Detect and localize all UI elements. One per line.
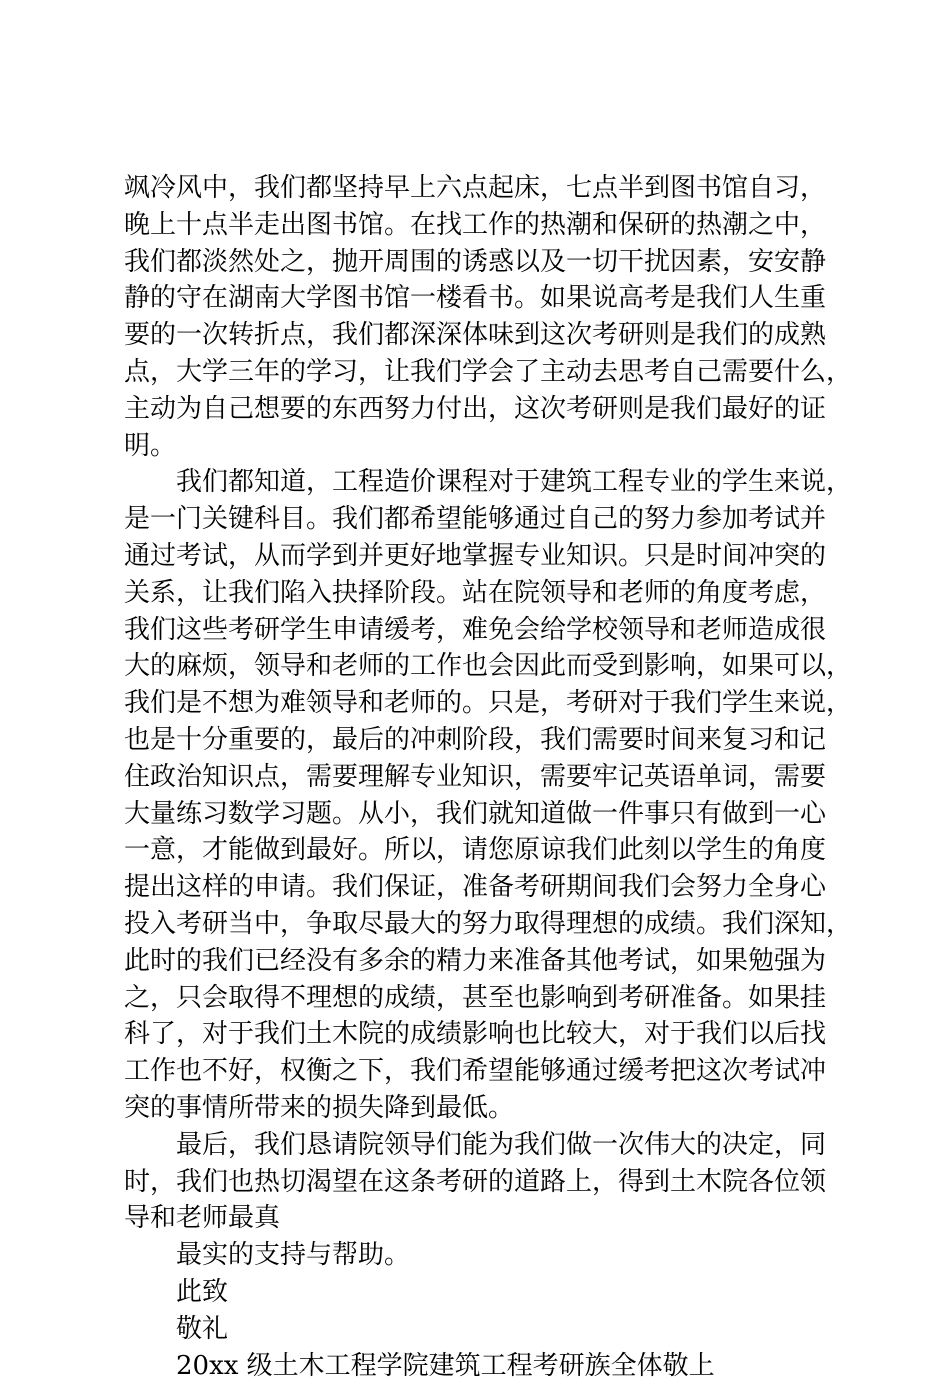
closing-salutation: 此致 [124,1274,844,1311]
text-line: 通过考试，从而学到并更好地掌握专业知识。只是时间冲突的 [124,538,844,575]
text-line: 导和老师最真 [124,1200,844,1237]
text-line: 飒冷风中，我们都坚持早上六点起床，七点半到图书馆自习， [124,170,844,207]
paragraph-1 [124,170,844,464]
text-line: 主动为自己想要的东西努力付出，这次考研则是我们最好的证 [124,391,844,428]
text-line: 科了，对于我们土木院的成绩影响也比较大，对于我们以后找 [124,1016,844,1053]
closing-regards: 敬礼 [124,1311,844,1348]
text-line: 工作也不好，权衡之下，我们希望能够通过缓考把这次考试冲 [124,1053,844,1090]
text-line: 大量练习数学习题。从小，我们就知道做一件事只有做到一心 [124,796,844,833]
text-line: 住政治知识点，需要理解专业知识，需要牢记英语单词，需要 [124,759,844,796]
text-line: 大的麻烦，领导和老师的工作也会因此而受到影响，如果可以， [124,648,844,685]
text-line: 明。 [124,428,844,465]
text-line: 时，我们也热切渴望在这条考研的道路上，得到土木院各位领 [124,1164,844,1201]
text-line: 此时的我们已经没有多余的精力来准备其他考试，如果勉强为 [124,943,844,980]
text-line: 投入考研当中，争取尽最大的努力取得理想的成绩。我们深知， [124,906,844,943]
text-line: 之，只会取得不理想的成绩，甚至也影响到考研准备。如果挂 [124,980,844,1017]
text-line: 一意，才能做到最好。所以，请您原谅我们此刻以学生的角度 [124,832,844,869]
letter-page [124,170,844,1384]
text-line: 要的一次转折点，我们都深深体味到这次考研则是我们的成熟 [124,317,844,354]
text-line: 最后，我们恳请院领导们能为我们做一次伟大的决定，同 [124,1127,844,1164]
text-line: 我们这些考研学生申请缓考，难免会给学校领导和老师造成很 [124,612,844,649]
text-line: 晚上十点半走出图书馆。在找工作的热潮和保研的热潮之中， [124,207,844,244]
paragraph-3 [124,1127,844,1237]
closing-support-line: 最实的支持与帮助。 [124,1237,844,1274]
text-line: 静的守在湖南大学图书馆一楼看书。如果说高考是我们人生重 [124,280,844,317]
text-line: 也是十分重要的，最后的冲刺阶段，我们需要时间来复习和记 [124,722,844,759]
text-line: 我们都淡然处之，抛开周围的诱惑以及一切干扰因素，安安静 [124,244,844,281]
text-line: 我们都知道，工程造价课程对于建筑工程专业的学生来说， [124,464,844,501]
signature-line: 20xx 级土木工程学院建筑工程考研族全体敬上 [124,1348,844,1384]
text-line: 我们是不想为难领导和老师的。只是，考研对于我们学生来说， [124,685,844,722]
text-line: 点，大学三年的学习，让我们学会了主动去思考自己需要什么， [124,354,844,391]
text-line: 突的事情所带来的损失降到最低。 [124,1090,844,1127]
text-line: 提出这样的申请。我们保证，准备考研期间我们会努力全身心 [124,869,844,906]
text-line: 关系，让我们陷入抉择阶段。站在院领导和老师的角度考虑， [124,575,844,612]
text-line: 是一门关键科目。我们都希望能够通过自己的努力参加考试并 [124,501,844,538]
paragraph-2 [124,464,844,1126]
